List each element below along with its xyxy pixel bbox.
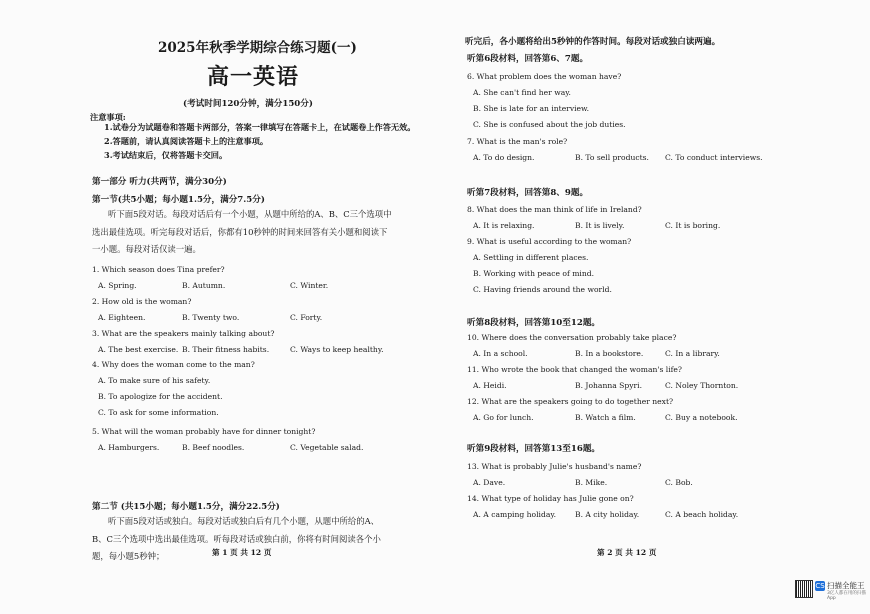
answer-option: A. To do design. bbox=[473, 153, 535, 162]
answer-option: A. In a school. bbox=[473, 349, 528, 358]
answer-option: C. Forty. bbox=[290, 313, 323, 322]
answer-option: C. Having friends around the world. bbox=[473, 285, 612, 294]
answer-option: A. Dave. bbox=[473, 478, 506, 487]
answer-option: C. To conduct interviews. bbox=[665, 153, 763, 162]
answer-option: A. Go for lunch. bbox=[473, 413, 534, 422]
notice-1: 1.试卷分为试题卷和答题卡两部分，答案一律填写在答题卡上，在试题卷上作答无效。 bbox=[104, 122, 416, 132]
answer-option: B. Twenty two. bbox=[182, 313, 240, 322]
group-header: 听第6段材料，回答第6、7题。 bbox=[467, 54, 589, 64]
qr-code bbox=[795, 580, 813, 598]
group-header: 听第8段材料，回答第10至12题。 bbox=[467, 318, 601, 328]
answer-option: B. To sell products. bbox=[575, 153, 649, 162]
answer-option: C. In a library. bbox=[665, 349, 720, 358]
answer-option: C. A beach holiday. bbox=[665, 510, 739, 519]
answer-option: A. It is relaxing. bbox=[473, 221, 535, 230]
answer-option: B. Autumn. bbox=[182, 281, 226, 290]
question-stem: 12. What are the speakers going to do together next? bbox=[467, 397, 674, 406]
subject-title: 高一英语 bbox=[207, 65, 300, 90]
question-stem: 6. What problem does the woman have? bbox=[467, 72, 622, 81]
answer-option: B. Mike. bbox=[575, 478, 608, 487]
question-stem: 13. What is probably Julie's husband's name? bbox=[467, 462, 642, 471]
answer-option: A. To make sure of his safety. bbox=[98, 376, 211, 385]
question-stem: 10. Where does the conversation probably take place? bbox=[467, 333, 677, 342]
question-stem: 2. How old is the woman? bbox=[92, 297, 192, 306]
section1-heading: 第一节(共5小题；每小题1.5分，满分7.5分) bbox=[92, 195, 265, 205]
answer-option: A. Heidi. bbox=[473, 381, 507, 390]
answer-option: C. Noley Thornton. bbox=[665, 381, 739, 390]
answer-option: A. Settling in different places. bbox=[473, 253, 589, 262]
answer-option: C. Bob. bbox=[665, 478, 693, 487]
question-stem: 4. Why does the woman come to the man? bbox=[92, 360, 255, 369]
scanner-logo-icon: CS bbox=[815, 582, 825, 590]
continuation-text: 听完后，各小题将给出5秒钟的作答时间。每段对话或独白读两遍。 bbox=[465, 37, 721, 47]
exam-info: (考试时间120分钟，满分150分) bbox=[183, 99, 313, 109]
question-stem: 5. What will the woman probably have for dinner tonight? bbox=[92, 427, 316, 436]
answer-option: B. It is lively. bbox=[575, 221, 625, 230]
answer-option: A. A camping holiday. bbox=[473, 510, 557, 519]
answer-option: C. Ways to keep healthy. bbox=[290, 345, 384, 354]
scanner-watermark bbox=[815, 579, 870, 599]
scanner-tagline: 3亿人都在用的扫描App bbox=[827, 591, 866, 601]
answer-option: B. Beef noodles. bbox=[182, 443, 245, 452]
section2-heading: 第二节 (共15小题；每小题1.5分，满分22.5分) bbox=[92, 502, 280, 512]
answer-option: B. Johanna Spyri. bbox=[575, 381, 642, 390]
question-stem: 11. Who wrote the book that changed the woman's life? bbox=[467, 365, 683, 374]
answer-option: A. Spring. bbox=[98, 281, 137, 290]
answer-option: B. Their fitness habits. bbox=[182, 345, 270, 354]
answer-option: C. It is boring. bbox=[665, 221, 721, 230]
scanner-name: 扫描全能王 bbox=[827, 581, 865, 590]
page-number: 第 2 页 共 12 页 bbox=[597, 548, 657, 557]
answer-option: A. Eighteen. bbox=[98, 313, 146, 322]
part1-heading: 第一部分 听力(共两节，满分30分) bbox=[92, 177, 227, 187]
section1-instructions: 听下面5段对话。每段对话后有一个小题，从题中所给的A、B、C三个选项中选出最佳选项。听完每段对话后，你都有10秒钟的时间来回答有关小题和阅读下一小题。每段对话仅读一遍。 bbox=[92, 209, 392, 254]
answer-option: A. Hamburgers. bbox=[98, 443, 160, 452]
notice-title: 注意事项: bbox=[90, 112, 126, 122]
group-header: 听第9段材料，回答第13至16题。 bbox=[467, 444, 601, 454]
exam-title: 2025年秋季学期综合练习题(一) bbox=[158, 40, 357, 56]
answer-option: B. Working with peace of mind. bbox=[473, 269, 595, 278]
notice-3: 3.考试结束后，仅将答题卡交回。 bbox=[104, 150, 228, 160]
question-stem: 14. What type of holiday has Julie gone on? bbox=[467, 494, 634, 503]
question-stem: 8. What does the man think of life in Ireland? bbox=[467, 205, 642, 214]
notice-2: 2.答题前，请认真阅读答题卡上的注意事项。 bbox=[104, 136, 269, 146]
section2-instructions: 听下面5段对话或独白。每段对话或独白后有几个小题，从题中所给的A、B、C三个选项中选出最佳选项。听每段对话或独白前，你将有时间阅读各个小题，每小题5秒钟； bbox=[92, 516, 381, 561]
answer-option: A. She can't find her way. bbox=[473, 88, 571, 97]
group-header: 听第7段材料，回答第8、9题。 bbox=[467, 188, 589, 198]
page-number: 第 1 页 共 12 页 bbox=[212, 548, 272, 557]
answer-option: B. She is late for an interview. bbox=[473, 104, 590, 113]
question-stem: 1. Which season does Tina prefer? bbox=[92, 265, 225, 274]
answer-option: B. In a bookstore. bbox=[575, 349, 644, 358]
answer-option: B. A city holiday. bbox=[575, 510, 640, 519]
answer-option: B. Watch a film. bbox=[575, 413, 636, 422]
question-stem: 9. What is useful according to the woman? bbox=[467, 237, 632, 246]
answer-option: C. She is confused about the job duties. bbox=[473, 120, 626, 129]
question-stem: 7. What is the man's role? bbox=[467, 137, 568, 146]
answer-option: A. The best exercise. bbox=[98, 345, 179, 354]
question-stem: 3. What are the speakers mainly talking about? bbox=[92, 329, 275, 338]
right-page bbox=[440, 0, 870, 614]
answer-option: C. Buy a notebook. bbox=[665, 413, 738, 422]
answer-option: B. To apologize for the accident. bbox=[98, 392, 223, 401]
answer-option: C. To ask for some information. bbox=[98, 408, 219, 417]
answer-option: C. Vegetable salad. bbox=[290, 443, 364, 452]
answer-option: C. Winter. bbox=[290, 281, 329, 290]
